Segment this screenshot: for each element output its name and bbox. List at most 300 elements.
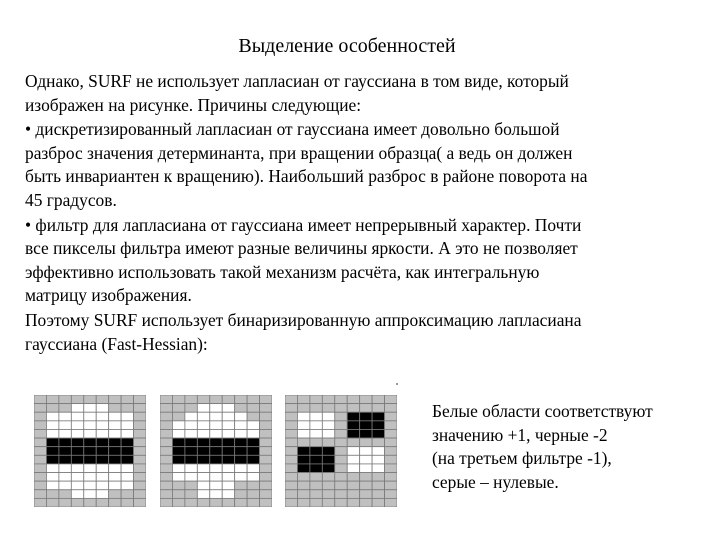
filter-cell xyxy=(71,498,83,507)
filter-cell xyxy=(34,438,46,447)
filter-cell xyxy=(34,395,46,404)
filter-cell xyxy=(59,447,71,456)
filter-cell xyxy=(34,455,46,464)
filter-cell xyxy=(247,404,259,413)
filter-cell xyxy=(372,447,384,456)
filter-cell xyxy=(297,464,309,473)
filter-cell xyxy=(372,412,384,421)
filter-cell xyxy=(96,498,108,507)
filter-cell xyxy=(34,464,46,473)
filter-cell xyxy=(109,429,121,438)
filter-cell xyxy=(360,455,372,464)
filter-cell xyxy=(310,421,322,430)
filter-cell xyxy=(360,395,372,404)
filter-cell xyxy=(210,412,222,421)
intro-paragraph xyxy=(25,70,705,117)
filter-cell xyxy=(335,464,347,473)
filter-cell xyxy=(285,429,297,438)
filter-cell xyxy=(247,481,259,490)
filter-cell xyxy=(185,481,197,490)
filter-cell xyxy=(285,490,297,499)
filter-cell xyxy=(172,421,184,430)
filter-cell xyxy=(285,447,297,456)
filter-cell xyxy=(34,481,46,490)
filter-cell xyxy=(96,455,108,464)
filter-cell xyxy=(235,464,247,473)
text-line: все пикселы фильтра имеют разные величины яркости. А это не позволяет xyxy=(25,238,578,259)
filter-cell xyxy=(34,447,46,456)
filter-cell xyxy=(59,404,71,413)
filter-cell xyxy=(46,438,58,447)
filter-cell xyxy=(96,464,108,473)
filter-cell xyxy=(121,498,133,507)
filter-cell xyxy=(59,455,71,464)
filter-cell xyxy=(71,481,83,490)
filter-cell xyxy=(121,421,133,430)
text-line: 45 градусов. xyxy=(25,189,117,210)
filter-cell xyxy=(185,421,197,430)
filter-cell xyxy=(160,473,172,482)
filter-cell xyxy=(71,490,83,499)
filter-cell xyxy=(121,455,133,464)
filter-dxx xyxy=(34,395,146,507)
filter-cell xyxy=(71,429,83,438)
filter-cell xyxy=(372,481,384,490)
filter-cell xyxy=(134,421,146,430)
filter-cell xyxy=(247,395,259,404)
filter-cell xyxy=(59,464,71,473)
filter-cell xyxy=(310,455,322,464)
filter-cell xyxy=(197,473,209,482)
filter-cell xyxy=(247,464,259,473)
text-line: изображен на рисунке. Причины следующие: xyxy=(25,94,362,115)
filter-cell xyxy=(71,464,83,473)
filter-cell xyxy=(347,473,359,482)
filter-cell xyxy=(59,438,71,447)
filter-cell xyxy=(71,438,83,447)
filter-cell xyxy=(260,481,272,490)
filter-cell xyxy=(372,404,384,413)
filter-cell xyxy=(385,498,397,507)
filter-cell xyxy=(222,447,234,456)
filter-cell xyxy=(84,421,96,430)
filter-cell xyxy=(210,421,222,430)
filter-cell xyxy=(71,395,83,404)
filter-cell xyxy=(222,464,234,473)
filter-cell xyxy=(260,412,272,421)
filter-cell xyxy=(71,412,83,421)
filter-cell xyxy=(109,447,121,456)
filter-cell xyxy=(172,429,184,438)
filter-cell xyxy=(172,412,184,421)
filter-cell xyxy=(385,455,397,464)
text-line: Однако, SURF не использует лапласиан от гауссиана в том виде, который xyxy=(25,71,569,91)
filter-cell xyxy=(84,395,96,404)
filter-cell xyxy=(185,464,197,473)
filter-cell xyxy=(297,404,309,413)
filter-cell xyxy=(96,473,108,482)
filter-cell xyxy=(360,473,372,482)
filter-cell xyxy=(322,421,334,430)
filter-cell xyxy=(360,421,372,430)
filter-cell xyxy=(285,473,297,482)
filter-cell xyxy=(360,438,372,447)
text-line: быть инвариантен к вращению). Наибольший разброс в районе поворота на xyxy=(25,166,588,187)
filter-cell xyxy=(185,404,197,413)
filter-cell xyxy=(385,490,397,499)
filter-cell xyxy=(297,473,309,482)
filter-cell xyxy=(310,404,322,413)
slide-body xyxy=(25,70,705,357)
filter-cell xyxy=(297,412,309,421)
filter-cell xyxy=(235,447,247,456)
filter-cell xyxy=(96,404,108,413)
filter-cell xyxy=(197,429,209,438)
filter-cell xyxy=(96,421,108,430)
filter-cell xyxy=(84,464,96,473)
filter-cell xyxy=(210,490,222,499)
filter-cell xyxy=(59,498,71,507)
filter-cell xyxy=(347,455,359,464)
filter-cell xyxy=(322,429,334,438)
filter-cell xyxy=(335,455,347,464)
filter-cell xyxy=(172,455,184,464)
filter-cell xyxy=(34,421,46,430)
filter-cell xyxy=(297,429,309,438)
filter-cell xyxy=(134,481,146,490)
filter-cell xyxy=(372,429,384,438)
filter-cell xyxy=(260,498,272,507)
conclusion-paragraph xyxy=(25,309,705,356)
filter-cell xyxy=(172,481,184,490)
filter-cell xyxy=(310,464,322,473)
filter-cell xyxy=(210,438,222,447)
legend-line: серые – нулевые. xyxy=(432,471,559,492)
filter-cell xyxy=(360,481,372,490)
text-line: разброс значения детерминанта, при вращении образца( а ведь он должен xyxy=(25,142,573,163)
filter-cell xyxy=(96,447,108,456)
filter-cell xyxy=(335,481,347,490)
filter-cell xyxy=(372,455,384,464)
filter-cell xyxy=(235,481,247,490)
filter-cell xyxy=(197,395,209,404)
filter-cell xyxy=(322,412,334,421)
filter-cell xyxy=(210,498,222,507)
filter-cell xyxy=(134,438,146,447)
filter-cell xyxy=(372,395,384,404)
filter-cell xyxy=(260,395,272,404)
filter-cell xyxy=(34,429,46,438)
filter-cell xyxy=(322,473,334,482)
filter-cell xyxy=(71,421,83,430)
filter-cell xyxy=(297,498,309,507)
filter-cell xyxy=(46,490,58,499)
filter-cell xyxy=(134,464,146,473)
filter-cell xyxy=(247,498,259,507)
filter-cell xyxy=(385,464,397,473)
filter-cell xyxy=(322,404,334,413)
filter-cell xyxy=(297,455,309,464)
filter-legend xyxy=(432,400,653,494)
filter-cell xyxy=(222,429,234,438)
filter-cell xyxy=(335,412,347,421)
filter-cell xyxy=(197,412,209,421)
filter-cell xyxy=(185,412,197,421)
filter-cell xyxy=(172,490,184,499)
filter-cell xyxy=(109,412,121,421)
filter-cell xyxy=(84,498,96,507)
filter-cell xyxy=(285,481,297,490)
filter-cell xyxy=(71,473,83,482)
filter-cell xyxy=(285,464,297,473)
filter-cell xyxy=(247,429,259,438)
text-line: гауссиана (Fast-Hessian): xyxy=(25,333,208,354)
filter-cell xyxy=(347,498,359,507)
filter-cell xyxy=(34,498,46,507)
filter-cell xyxy=(71,447,83,456)
filter-cell xyxy=(59,473,71,482)
filter-cell xyxy=(297,481,309,490)
text-line: • фильтр для лапласиана от гауссиана имеет непрерывный характер. Почти xyxy=(25,214,582,235)
filter-cell xyxy=(160,412,172,421)
filter-cell xyxy=(210,404,222,413)
filter-cell xyxy=(121,473,133,482)
filter-cell xyxy=(46,464,58,473)
filter-cell xyxy=(197,404,209,413)
filter-cell xyxy=(84,473,96,482)
filter-cell xyxy=(222,421,234,430)
filter-cell xyxy=(247,438,259,447)
filter-cell xyxy=(160,429,172,438)
slide-title: Выделение особенностей xyxy=(238,35,456,57)
filter-cell xyxy=(134,455,146,464)
filter-cell xyxy=(109,404,121,413)
filter-cell xyxy=(347,447,359,456)
filter-cell xyxy=(59,481,71,490)
filter-cell xyxy=(222,455,234,464)
filter-cell xyxy=(222,395,234,404)
filter-cell xyxy=(172,404,184,413)
filter-cell xyxy=(322,395,334,404)
text-line: Поэтому SURF использует бинаризированную аппроксимацию лапласиана xyxy=(25,309,582,330)
decorative-dot xyxy=(396,383,398,385)
filter-cell xyxy=(197,438,209,447)
filter-cell xyxy=(172,438,184,447)
filter-cell xyxy=(260,404,272,413)
filter-cell xyxy=(335,473,347,482)
legend-line: значению +1, черные -2 xyxy=(432,424,608,445)
filter-cell xyxy=(46,447,58,456)
filter-cell xyxy=(222,412,234,421)
filter-cell xyxy=(34,473,46,482)
filter-cell xyxy=(260,490,272,499)
filter-cell xyxy=(160,464,172,473)
filter-cell xyxy=(84,447,96,456)
filter-cell xyxy=(235,473,247,482)
filter-cell xyxy=(46,481,58,490)
filter-cell xyxy=(247,447,259,456)
filter-cell xyxy=(109,473,121,482)
filter-cell xyxy=(385,421,397,430)
filter-cell xyxy=(71,455,83,464)
filter-cell xyxy=(260,429,272,438)
filter-cell xyxy=(360,464,372,473)
filter-cell xyxy=(46,429,58,438)
filter-cell xyxy=(310,447,322,456)
filter-cell xyxy=(134,447,146,456)
filter-cell xyxy=(322,481,334,490)
filter-cell xyxy=(222,438,234,447)
filter-cell xyxy=(235,455,247,464)
filter-cell xyxy=(46,395,58,404)
filter-cell xyxy=(134,395,146,404)
filter-cell xyxy=(197,490,209,499)
filter-dyy xyxy=(160,395,272,507)
filter-cell xyxy=(121,404,133,413)
filter-cell xyxy=(235,395,247,404)
filter-cell xyxy=(185,447,197,456)
filter-cell xyxy=(310,438,322,447)
filter-cell xyxy=(385,447,397,456)
filter-cell xyxy=(160,455,172,464)
filter-cell xyxy=(121,438,133,447)
filter-cell xyxy=(59,421,71,430)
filter-cell xyxy=(347,481,359,490)
filter-cell xyxy=(197,481,209,490)
filter-cell xyxy=(160,438,172,447)
filter-cell xyxy=(109,481,121,490)
filter-cell xyxy=(84,455,96,464)
filter-cell xyxy=(235,490,247,499)
filter-cell xyxy=(322,438,334,447)
filter-cell xyxy=(84,481,96,490)
filter-cell xyxy=(210,473,222,482)
filter-cell xyxy=(247,421,259,430)
filter-cell xyxy=(109,464,121,473)
filter-cell xyxy=(385,395,397,404)
filter-cell xyxy=(185,498,197,507)
filter-cell xyxy=(260,447,272,456)
filter-cell xyxy=(360,498,372,507)
filter-cell xyxy=(285,421,297,430)
text-line: • дискретизированный лапласиан от гауссиана имеет довольно большой xyxy=(25,119,560,140)
filter-cell xyxy=(297,421,309,430)
filter-cell xyxy=(46,455,58,464)
filter-cell xyxy=(46,498,58,507)
filter-cell xyxy=(335,438,347,447)
filter-cell xyxy=(134,429,146,438)
bullet-reason-2 xyxy=(25,214,705,308)
filter-cell xyxy=(285,438,297,447)
filter-cell xyxy=(235,438,247,447)
filter-dxy xyxy=(285,395,397,507)
filter-cell xyxy=(109,395,121,404)
filter-cell xyxy=(185,490,197,499)
text-line: матрицу изображения. xyxy=(25,285,192,306)
filter-cell xyxy=(172,498,184,507)
filter-cell xyxy=(347,421,359,430)
filter-cell xyxy=(335,498,347,507)
filter-cell xyxy=(121,490,133,499)
filter-cell xyxy=(310,429,322,438)
filter-cell xyxy=(59,490,71,499)
filter-cell xyxy=(121,395,133,404)
filter-cell xyxy=(197,455,209,464)
filter-cell xyxy=(46,421,58,430)
filter-cell xyxy=(46,473,58,482)
filter-cell xyxy=(222,498,234,507)
filter-cell xyxy=(210,447,222,456)
filter-cell xyxy=(96,490,108,499)
filter-cell xyxy=(322,498,334,507)
filter-cell xyxy=(247,455,259,464)
filter-cell xyxy=(96,438,108,447)
filter-cell xyxy=(285,455,297,464)
filter-cell xyxy=(360,412,372,421)
filter-cell xyxy=(335,421,347,430)
filter-cell xyxy=(235,404,247,413)
filter-cell xyxy=(247,412,259,421)
filter-cell xyxy=(34,404,46,413)
filter-cell xyxy=(46,412,58,421)
filter-cell xyxy=(160,404,172,413)
filter-cell xyxy=(134,498,146,507)
filter-cell xyxy=(297,447,309,456)
filter-cell xyxy=(134,412,146,421)
filter-cell xyxy=(335,395,347,404)
filter-cell xyxy=(134,404,146,413)
filter-cell xyxy=(310,498,322,507)
filter-cell xyxy=(160,447,172,456)
filter-cell xyxy=(59,412,71,421)
filter-cell xyxy=(372,464,384,473)
filter-cell xyxy=(285,412,297,421)
filter-cell xyxy=(121,412,133,421)
filter-cell xyxy=(347,395,359,404)
filter-cell xyxy=(360,404,372,413)
filter-cell xyxy=(34,412,46,421)
legend-line: Белые области соответствуют xyxy=(432,401,653,421)
filter-cell xyxy=(59,395,71,404)
filter-cell xyxy=(372,490,384,499)
bullet-reason-1 xyxy=(25,118,705,212)
filter-cell xyxy=(347,438,359,447)
filter-cell xyxy=(210,429,222,438)
filter-cell xyxy=(372,473,384,482)
filter-cell xyxy=(310,395,322,404)
filter-cell xyxy=(185,473,197,482)
filter-cell xyxy=(385,429,397,438)
filter-cell xyxy=(172,464,184,473)
filter-cell xyxy=(322,447,334,456)
filter-cell xyxy=(385,438,397,447)
filter-cell xyxy=(360,490,372,499)
filter-cell xyxy=(347,490,359,499)
filter-cell xyxy=(222,404,234,413)
filter-cell xyxy=(121,464,133,473)
filter-cell xyxy=(222,481,234,490)
filter-cell xyxy=(385,412,397,421)
filter-cell xyxy=(297,438,309,447)
filter-cell xyxy=(360,429,372,438)
filter-cell xyxy=(260,473,272,482)
filter-cell xyxy=(96,412,108,421)
filter-cell xyxy=(247,473,259,482)
filter-cell xyxy=(210,455,222,464)
filter-cell xyxy=(372,498,384,507)
filter-cell xyxy=(84,429,96,438)
filter-cell xyxy=(385,481,397,490)
